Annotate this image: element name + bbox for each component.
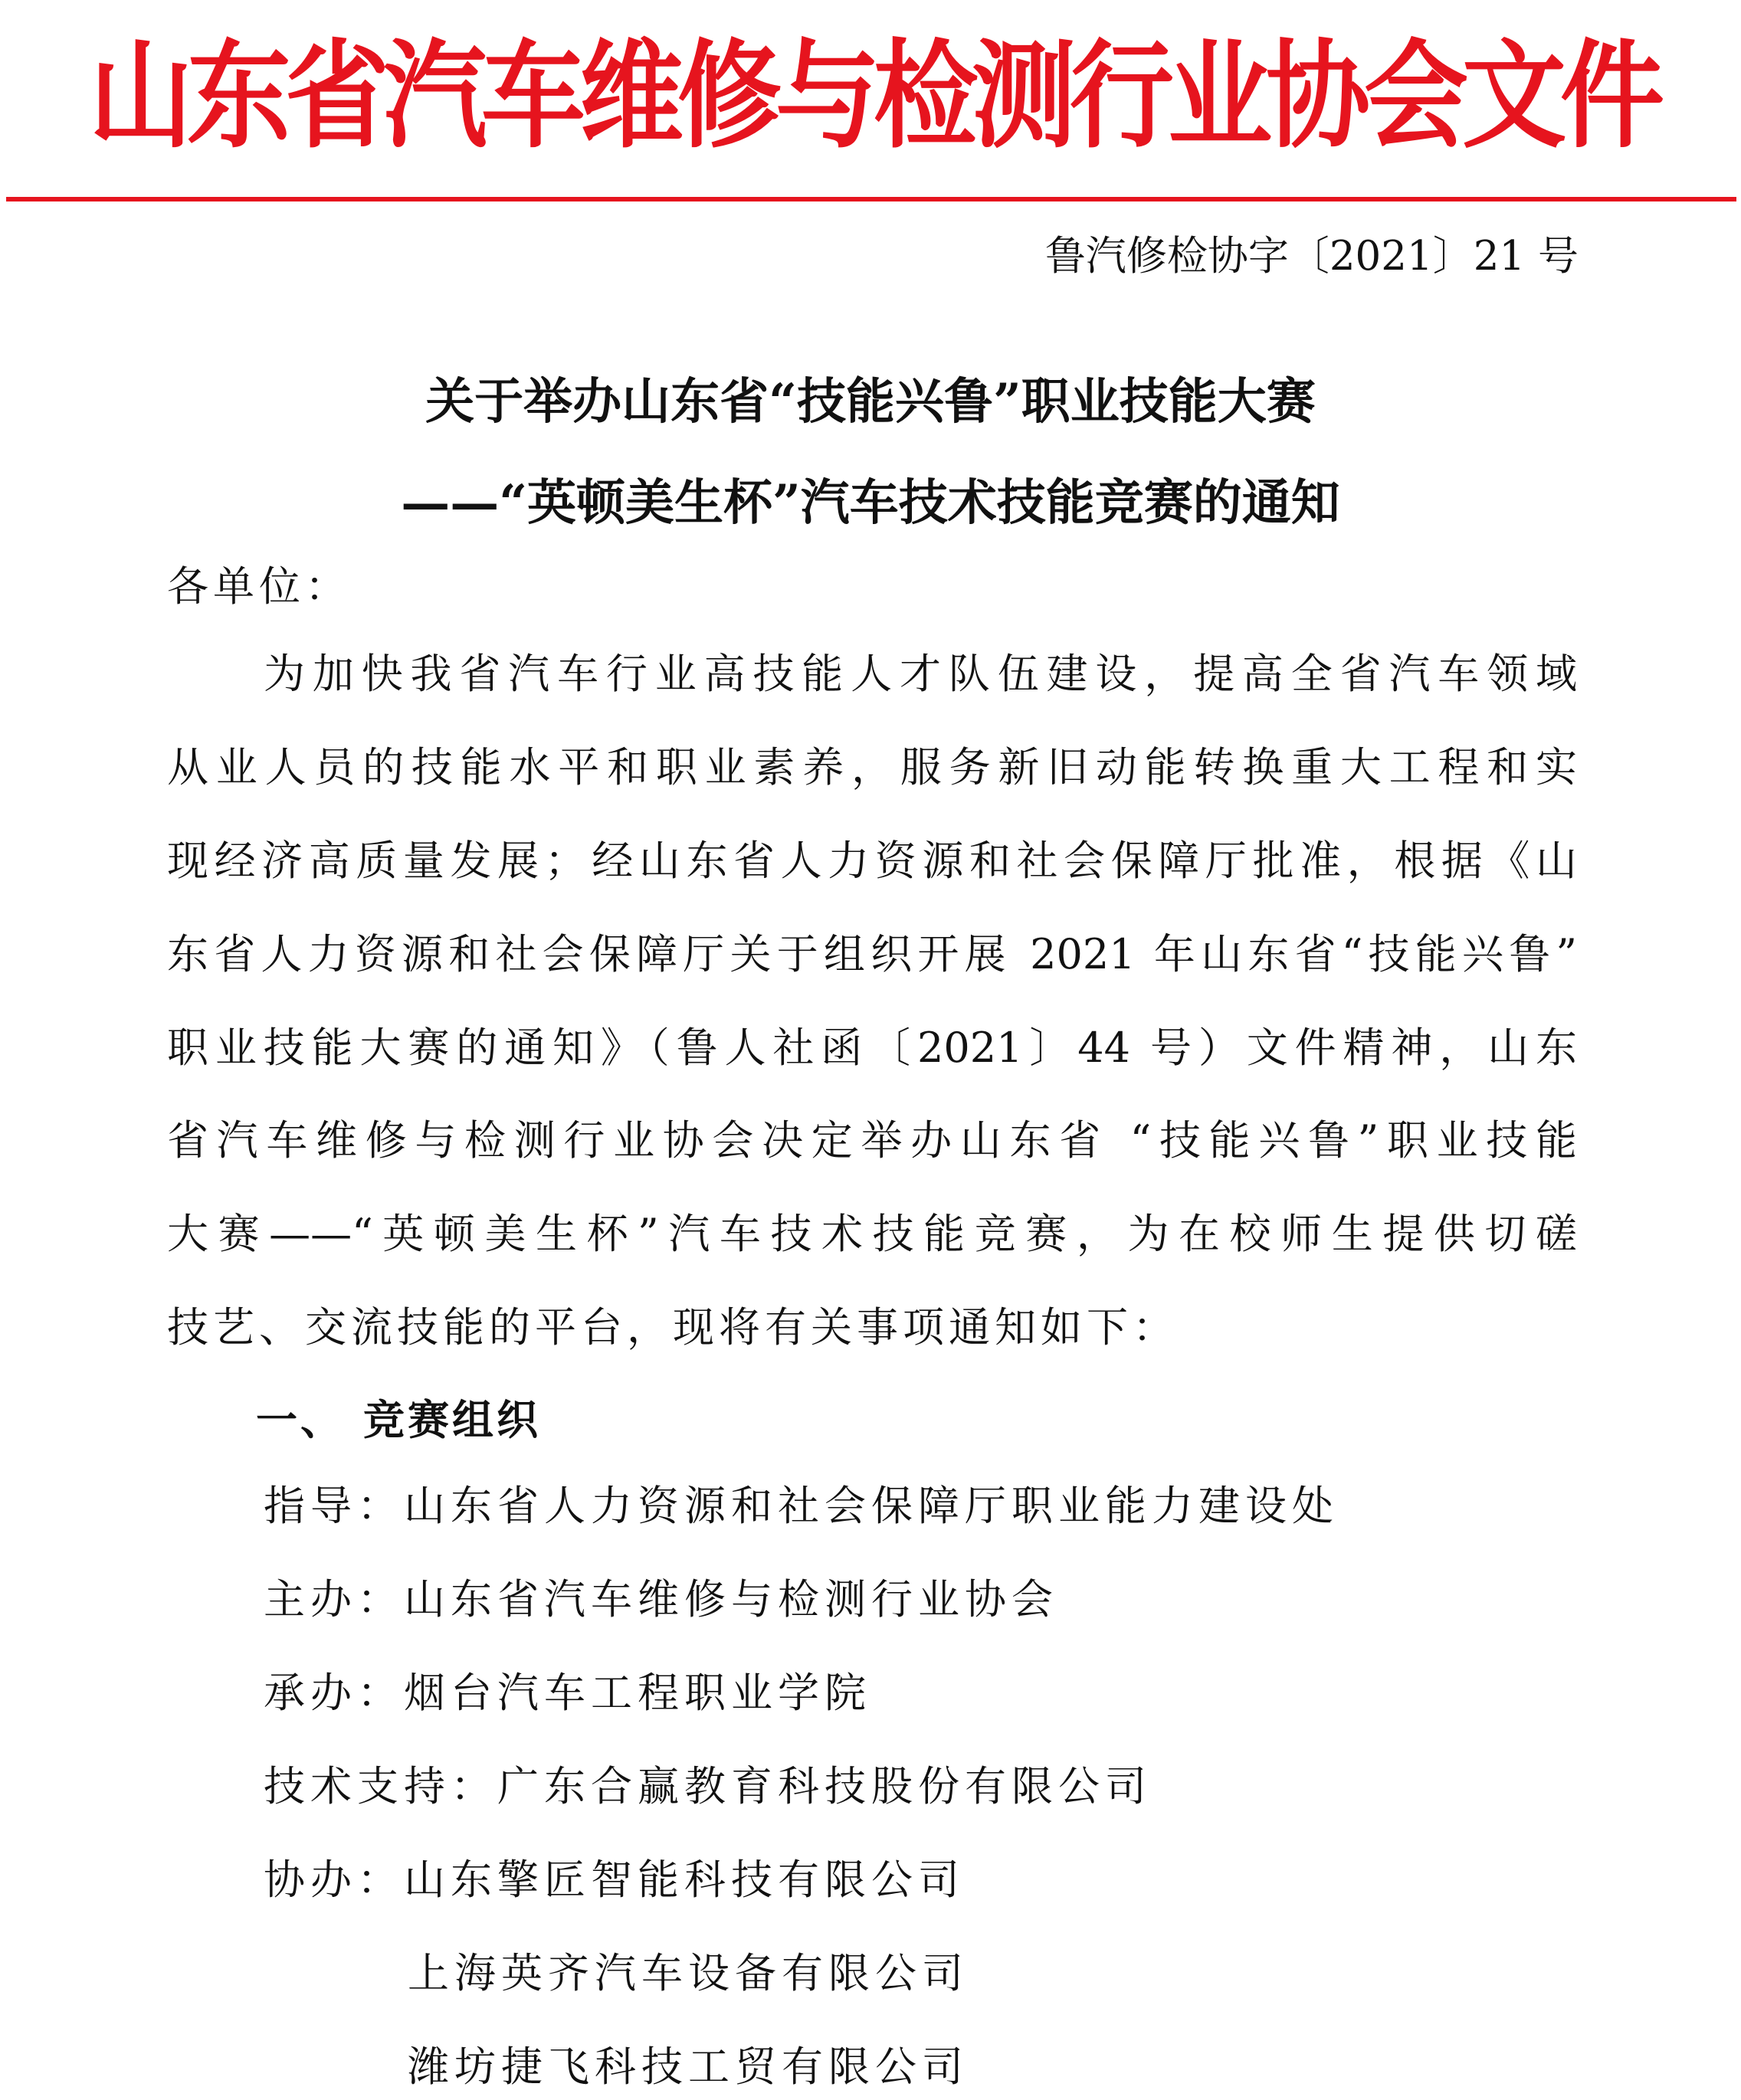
section-heading-text: 竞赛组织 [363, 1395, 541, 1444]
org-row-organizer [264, 1664, 871, 1722]
paragraph-line: 东省人力资源和社会保障厅关于组织开展 2021 年山东省“技能兴鲁” [167, 929, 1577, 978]
org-label: 指导： [264, 1482, 404, 1530]
paragraph-line: 技艺、交流技能的平台，现将有关事项通知如下： [167, 1303, 1179, 1352]
org-label: 协办： [264, 1856, 404, 1904]
intro-paragraph [167, 645, 1577, 1392]
section-heading-organization [256, 1391, 541, 1449]
red-divider-rule [6, 197, 1736, 201]
org-row-technical-support [264, 1758, 1152, 1816]
org-row-co-sponsor-extra [264, 2038, 969, 2096]
org-row-co-sponsor-extra [264, 1944, 969, 2003]
org-label: 技术支持： [264, 1762, 497, 1810]
org-value: 山东擎匠智能科技有限公司 [404, 1856, 965, 1904]
org-value: 烟台汽车工程职业学院 [404, 1669, 871, 1717]
paragraph-line: 为加快我省汽车行业高技能人才队伍建设，提高全省汽车领域 [264, 650, 1577, 698]
org-value: 上海英齐汽车设备有限公司 [408, 1949, 969, 1997]
org-label: 承办： [264, 1669, 404, 1717]
paragraph-line: 从业人员的技能水平和职业素养，服务新旧动能转换重大工程和实 [167, 742, 1577, 791]
org-value: 广东合赢教育科技股份有限公司 [497, 1762, 1152, 1810]
org-row-guidance [264, 1477, 1339, 1535]
org-row-co-sponsor [264, 1851, 965, 1909]
org-row-host [264, 1571, 1058, 1629]
paragraph-line: 现经济高质量发展；经山东省人力资源和社会保障厅批准，根据《山 [167, 836, 1577, 885]
salutation: 各单位： [167, 562, 351, 611]
org-value: 山东省汽车维修与检测行业协会 [404, 1575, 1058, 1623]
notice-title-line-2: ——“英顿美生杯”汽车技术技能竞赛的通知 [401, 474, 1340, 532]
section-number: 一、 [256, 1395, 345, 1444]
org-value: 潍坊捷飞科技工贸有限公司 [408, 2043, 969, 2091]
org-label: 主办： [264, 1575, 404, 1623]
paragraph-line: 大赛——“英顿美生杯”汽车技术技能竞赛，为在校师生提供切磋 [167, 1210, 1577, 1259]
org-value: 山东省人力资源和社会保障厅职业能力建设处 [404, 1482, 1339, 1530]
paragraph-line: 职业技能大赛的通知》（鲁人社函〔2021〕44 号）文件精神，山东 [167, 1023, 1577, 1072]
notice-title-line-1: 关于举办山东省“技能兴鲁”职业技能大赛 [425, 373, 1316, 431]
paragraph-line: 省汽车维修与检测行业协会决定举办山东省 “技能兴鲁”职业技能 [167, 1116, 1577, 1165]
document-number: 鲁汽修检协字〔2021〕21 号 [1044, 233, 1579, 280]
masthead-title: 山东省汽车维修与检测行业协会文件 [89, 28, 1658, 165]
